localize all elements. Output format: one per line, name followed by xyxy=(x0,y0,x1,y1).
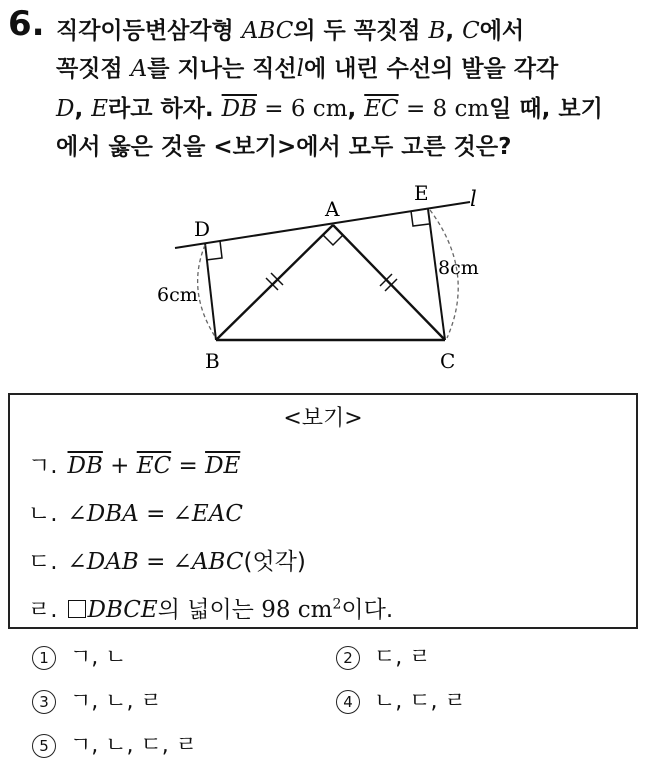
question-number: 6. xyxy=(8,4,45,44)
choice-5-number: 5 xyxy=(32,734,56,758)
choice-4[interactable] xyxy=(336,684,466,715)
choice-3-text: ㄱ, ㄴ, ㄹ xyxy=(70,689,162,714)
choice-4-number: 4 xyxy=(336,690,360,714)
label-b: B xyxy=(205,349,220,373)
label-6cm: 6cm xyxy=(157,284,198,306)
item-4-math: DBCE xyxy=(87,597,158,623)
item-4-end: 이다. xyxy=(341,597,394,623)
q2-math-a: A xyxy=(130,56,148,82)
choice-2-number: 2 xyxy=(336,646,360,670)
choice-4-text: ㄴ, ㄷ, ㄹ xyxy=(374,689,466,714)
q1-text: 직각이등변삼각형 xyxy=(56,18,242,44)
q1-math-b: B xyxy=(428,18,446,44)
q2-text3: 에 내린 수선의 발을 각각 xyxy=(303,56,559,82)
right-angle-a xyxy=(323,235,343,245)
choice-5-text: ㄱ, ㄴ, ㄷ, ㄹ xyxy=(70,733,197,758)
choice-2[interactable] xyxy=(336,640,431,671)
q1-math-c: C xyxy=(462,18,480,44)
q3-text: 라고 하자. xyxy=(108,96,222,122)
q3-text2: 일 때, 보기 xyxy=(489,96,603,122)
q3-db-value: = 6 cm xyxy=(256,96,348,122)
right-angle-d xyxy=(206,241,222,260)
label-8cm: 8cm xyxy=(438,257,479,279)
q1-comma: , xyxy=(445,18,463,44)
bogi-item-1: ㄱ. $\overline{DB} + \overline{EC} = \overline{DE}$ xyxy=(28,453,241,479)
choice-5[interactable] xyxy=(32,728,197,759)
choice-1[interactable] xyxy=(32,640,127,671)
segment-ac xyxy=(333,225,445,340)
bogi-item-3 xyxy=(28,543,306,576)
q1-text2: 의 두 꼭짓점 xyxy=(293,18,429,44)
choice-3[interactable] xyxy=(32,684,162,715)
item-3-text: ∠DAB = ∠ABC xyxy=(67,549,244,575)
label-l: l xyxy=(470,187,477,211)
choice-1-text: ㄱ, ㄴ xyxy=(70,645,127,670)
item-4-label: ㄹ. xyxy=(28,597,58,623)
bogi-item-4 xyxy=(28,591,393,624)
q2-math-l: l xyxy=(296,56,304,82)
q3-seg-ec: $\overline{EC}$ xyxy=(364,96,399,122)
question-line-4: 에서 옳은 것을 <보기>에서 모두 고른 것은? xyxy=(56,134,512,160)
item-2-label: ㄴ. xyxy=(28,501,58,527)
q1-text3: 에서 xyxy=(479,18,525,44)
segment-ab xyxy=(216,225,333,340)
q3-math-e: E xyxy=(91,96,108,122)
segment-db xyxy=(205,243,216,340)
q3-seg-db: $\overline{DB}$ xyxy=(221,96,257,122)
item-1-label: ㄱ. xyxy=(28,453,58,479)
q2-text: 꼭짓점 xyxy=(56,56,131,82)
item-2-text: ∠DBA = ∠EAC xyxy=(67,501,243,527)
item-3-suffix: (엇각) xyxy=(243,549,306,575)
bogi-title: <보기> xyxy=(283,406,363,431)
item-4-sup: 2 xyxy=(332,596,342,613)
label-a: A xyxy=(325,197,340,221)
bogi-box xyxy=(8,393,638,629)
choice-2-text: ㄷ, ㄹ xyxy=(374,645,431,670)
item-4-value: 98 cm xyxy=(261,597,333,623)
q3-math-d: D xyxy=(56,96,75,122)
square-icon xyxy=(68,600,86,618)
label-e: E xyxy=(414,181,429,205)
q1-math-abc: ABC xyxy=(241,18,294,44)
label-d: D xyxy=(194,217,211,241)
right-angle-e xyxy=(411,211,429,226)
q3-sep: , xyxy=(347,96,365,122)
q2-text2: 를 지나는 직선 xyxy=(147,56,297,82)
choice-3-number: 3 xyxy=(32,690,56,714)
bogi-item-2 xyxy=(28,495,243,528)
label-c: C xyxy=(440,349,456,373)
item-3-label: ㄷ. xyxy=(28,549,58,575)
q3-comma: , xyxy=(74,96,92,122)
q3-ec-value: = 8 cm xyxy=(398,96,490,122)
choice-1-number: 1 xyxy=(32,646,56,670)
item-4-suffix: 의 넓이는 xyxy=(157,597,262,623)
